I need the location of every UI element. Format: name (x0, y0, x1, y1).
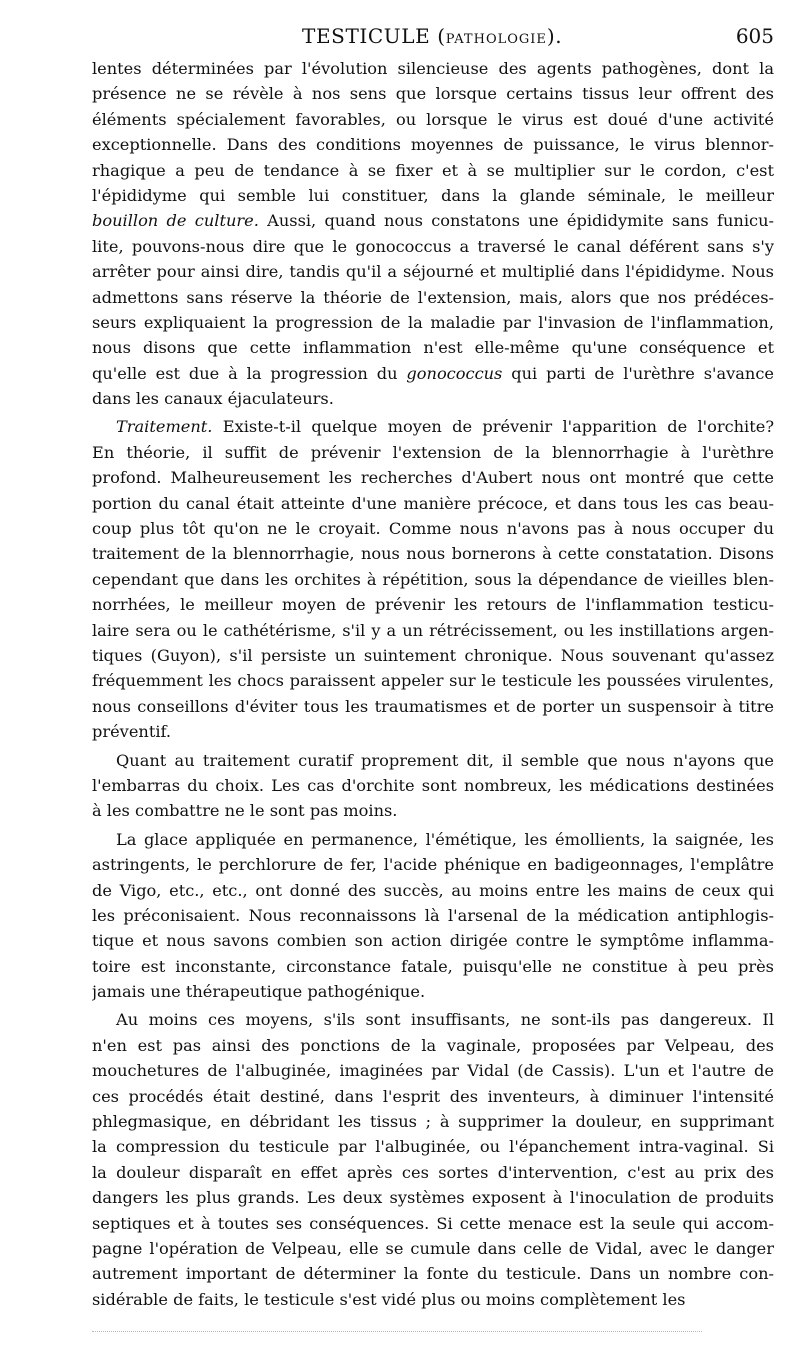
text-line: bouillon de culture. Aussi, quand nous constatons une épididymite sans funicu- (92, 211, 774, 231)
text-line: éléments spécialement favorables, ou lorsque le virus est doué d'une activité (92, 109, 774, 129)
text-line: l'embarras du choix. Les cas d'orchite sont nombreux, les médications destinées (92, 775, 774, 795)
text-line: coup plus tôt qu'on ne le croyait. Comme nous n'avons pas à nous occuper du (92, 519, 774, 539)
running-title-subtitle: PATHOLOGIE (445, 32, 547, 47)
text-line: arrêter pour ainsi dire, tandis qu'il a séjourné et multiplié dans l'épididyme. Nous (92, 262, 774, 282)
italic-text: gonococcus (406, 363, 503, 383)
text-line: dans les canaux éjaculateurs. (92, 389, 334, 409)
body-text (92, 56, 774, 1312)
text-line: astringents, le perchlorure de fer, l'acide phénique en badigeonnages, l'emplâtre (92, 855, 774, 875)
page-number: 605 (735, 24, 774, 48)
paragraph (92, 414, 774, 744)
text-line: ces procédés était destiné, dans l'esprit des inventeurs, à diminuer l'intensité (92, 1086, 774, 1106)
text-line: rhagique a peu de tendance à se fixer et à se multiplier sur le cordon, c'est (92, 160, 774, 180)
text-line: de Vigo, etc., etc., ont donné des succès, au moins entre les mains de ceux qui (92, 880, 774, 900)
text-line: l'épididyme qui semble lui constituer, dans la glande séminale, le meilleur (92, 185, 774, 205)
text-line: septiques et à toutes ses conséquences. Si cette menace est la seule qui accom- (92, 1213, 774, 1233)
italic-text: bouillon de culture. (92, 211, 259, 231)
running-title-main: TESTICULE (302, 24, 431, 48)
text-line: cependant que dans les orchites à répétition, sous la dépendance de vieilles blen- (92, 569, 774, 589)
text-line: En théorie, il suffit de prévenir l'extension de la blennorrhagie à l'urèthre (92, 442, 774, 462)
text-line: présence ne se révèle à nos sens que lorsque certains tissus leur offrent des (92, 84, 774, 104)
text-line: phlegmasique, en débridant les tissus ; à supprimer la douleur, en supprimant (92, 1112, 774, 1132)
text-line: lite, pouvons-nous dire que le gonococcus a traversé le canal déférent sans s'y (92, 236, 774, 256)
text-line: laire sera ou le cathétérisme, s'il y a un rétrécissement, ou les instillations argen- (92, 620, 774, 640)
paragraph (92, 748, 774, 824)
text-line: dangers les plus grands. Les deux systèmes exposent à l'inoculation de produits (92, 1188, 774, 1208)
text-line: admettons sans réserve la théorie de l'extension, mais, alors que nos prédéces- (92, 287, 774, 307)
text-line: nous conseillons d'éviter tous les traumatismes et de porter un suspensoir à titre (92, 696, 774, 716)
text-line: Au moins ces moyens, s'ils sont insuffisants, ne sont-ils pas dangereux. Il (116, 1010, 774, 1030)
italic-text: Traitement. (116, 417, 213, 437)
text-line: jamais une thérapeutique pathogénique. (92, 982, 426, 1002)
text-line: exceptionnelle. Dans des conditions moyennes de puissance, le virus blennor- (92, 135, 774, 155)
text-line: profond. Malheureusement les recherches d'Aubert nous ont montré que cette (92, 468, 774, 488)
text-line: n'en est pas ainsi des ponctions de la vaginale, proposées par Velpeau, des (92, 1035, 774, 1055)
text-line: qu'elle est due à la progression du gonococcus qui parti de l'urèthre s'avance (92, 363, 774, 383)
text-line: seurs expliquaient la progression de la maladie par l'invasion de l'inflammation, (92, 312, 774, 332)
text-line: toire est inconstante, circonstance fatale, puisqu'elle ne constitue à peu près (92, 956, 774, 976)
text-line: la compression du testicule par l'albuginée, ou l'épanchement intra-vaginal. Si (92, 1137, 774, 1157)
text-line: nous disons que cette inflammation n'est elle-même qu'une conséquence et (92, 338, 774, 358)
text-line: lentes déterminées par l'évolution silencieuse des agents pathogènes, dont la (92, 59, 774, 78)
text-line: traitement de la blennorrhagie, nous nous bornerons à cette constatation. Disons (92, 544, 774, 564)
text-line: sidérable de faits, le testicule s'est vidé plus ou moins complètement les (92, 1289, 686, 1309)
text-line: Quant au traitement curatif proprement dit, il semble que nous n'ayons que (116, 750, 774, 770)
text-line: préventif. (92, 722, 172, 742)
text-line: La glace appliquée en permanence, l'émétique, les émollients, la saignée, les (116, 829, 774, 849)
text-line: portion du canal était atteinte d'une manière précoce, et dans tous les cas beau- (92, 493, 774, 513)
footer-dotted-rule (92, 1331, 702, 1332)
text-line: fréquemment les chocs paraissent appeler sur le testicule les poussées virulentes, (92, 671, 774, 691)
text-line: autrement important de déterminer la fonte du testicule. Dans un nombre con- (92, 1264, 774, 1284)
running-title (302, 24, 562, 48)
text-line: Traitement. Existe-t-il quelque moyen de prévenir l'apparition de l'orchite? (116, 417, 774, 437)
running-title-close: ). (546, 24, 563, 48)
text-line: norrhées, le meilleur moyen de prévenir les retours de l'inflammation testicu- (92, 595, 774, 615)
text-line: tique et nous savons combien son action dirigée contre le symptôme inflamma- (92, 931, 774, 951)
text-line: mouchetures de l'albuginée, imaginées par Vidal (de Cassis). L'un et l'autre de (92, 1061, 774, 1081)
running-head (92, 20, 774, 50)
text-line: les préconisaient. Nous reconnaissons là l'arsenal de la médication antiphlogis- (92, 905, 774, 925)
paragraph (92, 827, 774, 1005)
text-line: pagne l'opération de Velpeau, elle se cumule dans celle de Vidal, avec le danger (92, 1238, 774, 1258)
text-line: à les combattre ne le sont pas moins. (92, 801, 398, 821)
text-line: la douleur disparaît en effet après ces sortes d'intervention, c'est au prix des (92, 1162, 774, 1182)
running-title-open: ( (430, 24, 446, 48)
paragraph (92, 56, 774, 411)
paragraph (92, 1007, 774, 1312)
text-line: tiques (Guyon), s'il persiste un suintement chronique. Nous souvenant qu'assez (92, 645, 774, 665)
